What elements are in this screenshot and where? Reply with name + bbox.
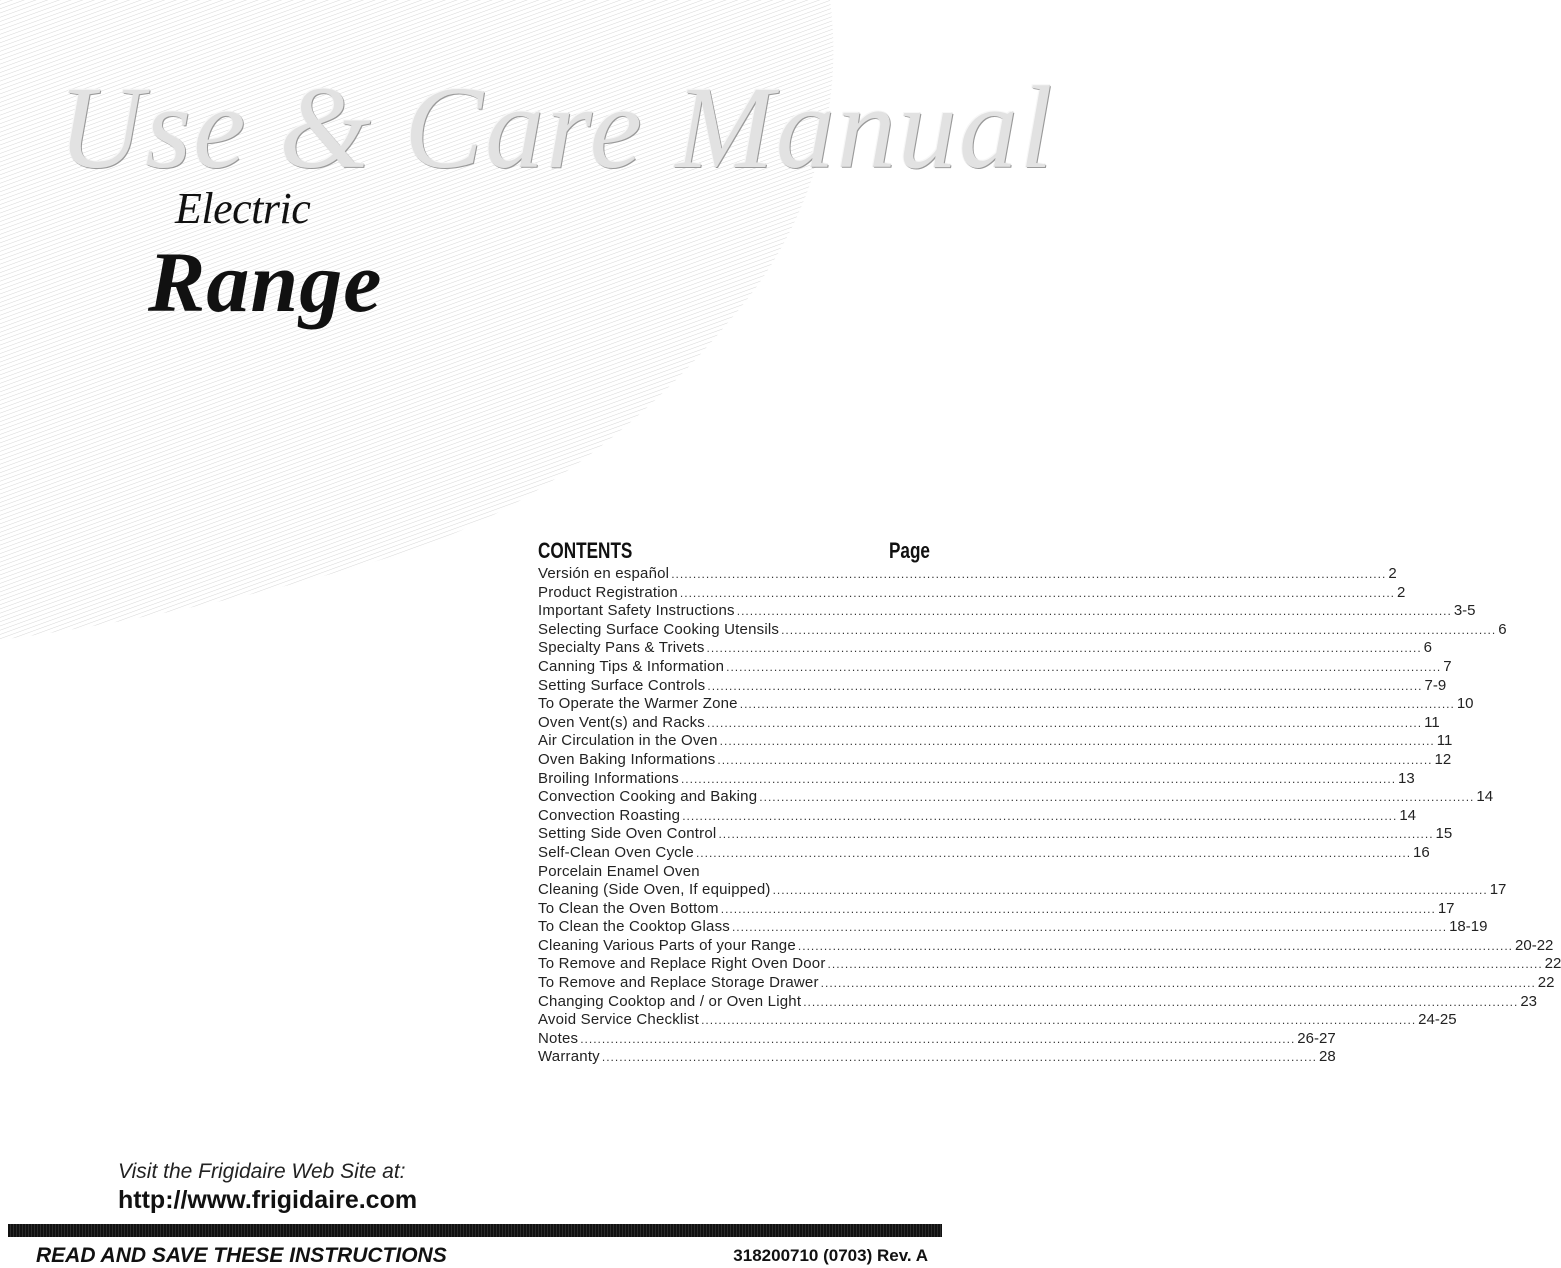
toc-leader-dots	[718, 827, 1433, 841]
toc-entry-page: 15	[1435, 825, 1453, 843]
toc-entry	[538, 825, 1453, 844]
table-of-contents	[538, 538, 1561, 1067]
toc-leader-dots	[828, 957, 1543, 971]
toc-entry-page: 20-22	[1515, 936, 1554, 954]
toc-leader-dots	[740, 697, 1455, 711]
toc-entry	[538, 918, 1488, 937]
toc-entry	[538, 1011, 1457, 1030]
toc-leader-dots	[707, 716, 1422, 730]
toc-leader-dots	[701, 1013, 1416, 1027]
toc-leader-dots	[720, 734, 1435, 748]
toc-entry	[538, 955, 1561, 974]
toc-entry-page: 11	[1424, 713, 1440, 731]
toc-entry-page: 28	[1319, 1048, 1336, 1066]
toc-entry	[538, 974, 1555, 993]
toc-header	[538, 538, 930, 565]
toc-entry-label: Cleaning (Side Oven, If equipped)	[538, 881, 771, 899]
toc-entry	[538, 639, 1432, 658]
toc-entry-page: 14	[1476, 788, 1494, 806]
toc-entry-page: 6	[1423, 639, 1432, 657]
toc-entry	[538, 695, 1474, 714]
toc-entry	[538, 769, 1415, 789]
toc-entry	[538, 936, 1554, 956]
product-type: Electric	[175, 184, 311, 233]
toc-entry	[538, 843, 1430, 863]
website-link[interactable]: http://www.frigidaire.com	[118, 1186, 418, 1214]
toc-entry	[538, 620, 1507, 640]
toc-entry	[538, 881, 1507, 900]
toc-entry-label: To Operate the Warmer Zone	[538, 695, 738, 713]
manual-title: Use & Care Manual	[58, 62, 1055, 193]
toc-entry	[538, 750, 1452, 770]
toc-entry-label: Changing Cooktop and / or Oven Light	[538, 992, 802, 1010]
toc-leader-dots	[696, 846, 1411, 860]
toc-leader-dots	[602, 1050, 1317, 1064]
toc-leader-dots	[721, 902, 1436, 916]
toc-entry	[538, 863, 930, 882]
toc-page-heading: Page	[888, 538, 930, 563]
toc-entry-label: To Remove and Replace Right Oven Door	[538, 955, 826, 973]
toc-entry-label: Product Registration	[538, 583, 678, 601]
toc-entry-label: Setting Side Oven Control	[538, 825, 717, 843]
toc-entry-page: 16	[1413, 843, 1430, 861]
toc-entry-page: 17	[1489, 881, 1507, 899]
toc-entry	[538, 992, 1538, 1012]
toc-entry	[538, 676, 1447, 696]
toc-leader-dots	[580, 1032, 1295, 1046]
save-instructions: READ AND SAVE THESE INSTRUCTIONS	[36, 1244, 447, 1267]
toc-entry-label: Porcelain Enamel Oven	[538, 862, 700, 880]
toc-entry-page: 2	[1388, 565, 1397, 582]
toc-entry-label: Oven Baking Informations	[538, 750, 716, 768]
toc-entry	[538, 899, 1455, 919]
toc-leader-dots	[681, 772, 1396, 786]
toc-entry	[538, 583, 1406, 603]
toc-entry-page: 22	[1544, 955, 1561, 973]
toc-leader-dots	[803, 995, 1518, 1009]
toc-entry-label: Broiling Informations	[538, 769, 679, 787]
toc-leader-dots	[726, 660, 1441, 674]
toc-entry-page: 3-5	[1453, 602, 1476, 620]
product-name: Range	[148, 234, 383, 330]
toc-list	[538, 565, 1561, 1067]
toc-entry-label: Cleaning Various Parts of your Range	[538, 936, 796, 954]
website-prompt: Visit the Frigidaire Web Site at:	[118, 1160, 406, 1183]
toc-entry-page: 22	[1537, 974, 1555, 992]
toc-entry	[538, 1048, 1336, 1067]
toc-leader-dots	[707, 679, 1422, 693]
toc-entry-page: 17	[1437, 899, 1455, 917]
toc-entry-page: 13	[1398, 769, 1415, 787]
toc-entry	[538, 565, 1397, 584]
toc-leader-dots	[680, 586, 1395, 600]
toc-entry	[538, 602, 1476, 621]
toc-entry-page: 23	[1520, 992, 1538, 1010]
toc-leader-dots	[671, 567, 1386, 581]
footer-rule	[8, 1224, 942, 1237]
toc-entry-page: 11	[1436, 732, 1453, 750]
toc-leader-dots	[773, 883, 1488, 897]
toc-entry-label: Convection Cooking and Baking	[538, 788, 758, 806]
toc-entry-page: 7	[1443, 657, 1452, 675]
toc-leader-dots	[682, 809, 1397, 823]
toc-entry	[538, 657, 1452, 677]
toc-entry-label: To Clean the Cooktop Glass	[538, 918, 730, 936]
toc-entry-label: Warranty	[538, 1048, 600, 1066]
toc-leader-dots	[737, 604, 1452, 618]
toc-leader-dots	[798, 939, 1513, 953]
toc-entry	[538, 713, 1440, 733]
toc-entry-label: Air Circulation in the Oven	[538, 732, 718, 750]
toc-entry-label: Notes	[538, 1029, 579, 1047]
toc-entry-page: 12	[1434, 750, 1452, 768]
toc-entry	[538, 1029, 1336, 1049]
toc-entry	[538, 732, 1453, 751]
toc-entry	[538, 806, 1417, 826]
toc-entry-label: Versión en español	[538, 565, 670, 582]
toc-entry-label: Selecting Surface Cooking Utensils	[538, 620, 780, 638]
toc-leader-dots	[717, 753, 1432, 767]
toc-heading: CONTENTS	[538, 538, 633, 563]
toc-entry-page: 2	[1397, 583, 1406, 601]
toc-entry-label: Avoid Service Checklist	[538, 1011, 700, 1029]
toc-entry-label: Canning Tips & Information	[538, 657, 725, 675]
toc-entry-page: 7-9	[1424, 676, 1447, 694]
toc-leader-dots	[707, 641, 1422, 655]
toc-entry-label: Specialty Pans & Trivets	[538, 639, 705, 657]
toc-entry-page: 14	[1399, 806, 1417, 824]
part-number: 318200710 (0703) Rev. A	[733, 1246, 928, 1265]
toc-entry	[538, 788, 1494, 807]
toc-leader-dots	[732, 920, 1447, 934]
toc-entry-page: 10	[1456, 695, 1474, 713]
toc-entry-page: 18-19	[1449, 918, 1488, 936]
toc-leader-dots	[781, 623, 1496, 637]
toc-entry-page: 24-25	[1418, 1011, 1457, 1029]
toc-entry-label: To Clean the Oven Bottom	[538, 899, 719, 917]
toc-leader-dots	[759, 790, 1474, 804]
toc-entry-page: 26-27	[1297, 1029, 1336, 1047]
toc-entry-label: Important Safety Instructions	[538, 602, 735, 620]
toc-leader-dots	[821, 976, 1536, 990]
toc-entry-label: Oven Vent(s) and Racks	[538, 713, 705, 731]
toc-entry-label: Convection Roasting	[538, 806, 681, 824]
toc-entry-label: To Remove and Replace Storage Drawer	[538, 974, 819, 992]
toc-entry-label: Setting Surface Controls	[538, 676, 706, 694]
toc-entry-page: 6	[1498, 620, 1507, 638]
toc-entry-label: Self-Clean Oven Cycle	[538, 843, 694, 861]
